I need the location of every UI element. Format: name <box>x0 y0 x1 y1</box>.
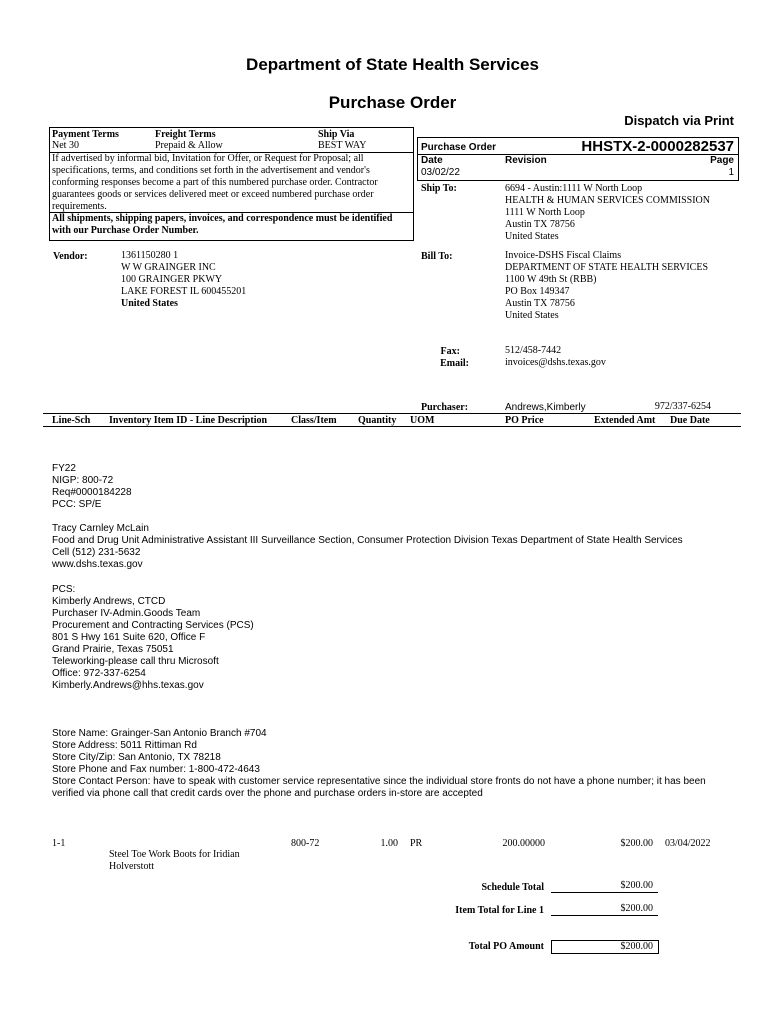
note-line: Grand Prairie, Texas 75051 <box>52 644 174 655</box>
note-line: verified via phone call that credit cards over the phone and purchase orders in-store are accepted <box>52 788 483 799</box>
ship-via-value: BEST WAY <box>318 140 367 151</box>
schedule-total-label: Schedule Total <box>481 882 544 893</box>
po-number: HHSTX-2-0000282537 <box>581 138 734 155</box>
ship-to-line: HEALTH & HUMAN SERVICES COMMISSION <box>505 195 710 206</box>
note-line: Kimberly Andrews, CTCD <box>52 596 166 607</box>
note-line: Office: 972-337-6254 <box>52 668 146 679</box>
vendor-line: W W GRAINGER INC <box>121 262 216 273</box>
col-uom: UOM <box>410 415 435 426</box>
line-item-extended-amt: $200.00 <box>620 838 653 849</box>
line-item-quantity: 1.00 <box>380 838 398 849</box>
vendor-label: Vendor: <box>53 251 88 262</box>
terms-notice-line: guarantees goods or services delivered meet or exceed numbered purchase order <box>52 189 374 200</box>
terms-notice-line: conforming responses become a part of this numbered purchase order. Contractor <box>52 177 378 188</box>
purchaser-phone: 972/337-6254 <box>654 401 711 412</box>
date-label: Date <box>421 155 443 166</box>
po-label: Purchase Order <box>421 142 497 153</box>
email-label: Email: <box>440 358 469 369</box>
note-line: Store Phone and Fax number: 1-800-472-4643 <box>52 764 260 775</box>
bill-to-line: DEPARTMENT OF STATE HEALTH SERVICES <box>505 262 709 273</box>
col-class-item: Class/Item <box>291 415 337 426</box>
fax-label: Fax: <box>440 346 460 357</box>
po-info-box <box>417 137 739 181</box>
ship-to-line: United States <box>505 231 559 242</box>
note-line: Store Name: Grainger-San Antonio Branch #704 <box>52 728 267 739</box>
note-line: NIGP: 800-72 <box>52 475 114 486</box>
col-item-description: Inventory Item ID - Line Description <box>109 415 268 426</box>
item-total-value: $200.00 <box>620 903 653 914</box>
note-line: Procurement and Contracting Services (PCS) <box>52 620 254 631</box>
note-line: Store Address: 5011 Rittiman Rd <box>52 740 197 751</box>
terms-notice-line: specifications, terms, and conditions set forth in the advertisement and vendor's <box>52 165 370 176</box>
po-divider <box>418 154 738 155</box>
notes-block-pcs <box>52 584 254 692</box>
note-line: Food and Drug Unit Administrative Assistant III Surveillance Section, Consumer Protection Division Texas Department of State Health Services <box>52 535 683 546</box>
col-quantity: Quantity <box>358 415 397 426</box>
line-item-uom: PR <box>410 838 423 849</box>
note-line: FY22 <box>52 463 76 474</box>
line-item-description <box>109 849 240 873</box>
note-line: www.dshs.texas.gov <box>52 559 143 570</box>
col-po-price: PO Price <box>505 415 544 426</box>
note-line: PCC: SP/E <box>52 499 102 510</box>
payment-terms-value: Net 30 <box>52 140 79 151</box>
item-total-label: Item Total for Line 1 <box>455 905 544 916</box>
notes-block-fy <box>52 463 132 511</box>
note-line: Teleworking-please call thru Microsoft <box>52 656 219 667</box>
shipment-notice-line: with our Purchase Order Number. <box>52 225 199 236</box>
note-line: Store Contact Person: have to speak with customer service representative since the individual store fronts do not have a phone number; it has been <box>52 776 706 787</box>
ship-to-label: Ship To: <box>421 183 457 194</box>
note-line: Kimberly.Andrews@hhs.texas.gov <box>52 680 204 691</box>
line-item-due-date: 03/04/2022 <box>665 838 711 849</box>
bill-to-address <box>505 250 708 322</box>
payment-terms-label: Payment Terms <box>52 129 119 140</box>
department-title: Department of State Health Services <box>246 55 539 74</box>
ship-to-line: 1111 W North Loop <box>505 207 585 218</box>
ship-to-line: Austin TX 78756 <box>505 219 575 230</box>
schedule-total-rule <box>551 892 658 893</box>
revision-label: Revision <box>505 155 547 166</box>
schedule-total-value: $200.00 <box>620 880 653 891</box>
vendor-line: 1361150280 1 <box>121 250 179 261</box>
ship-to-line: 6694 - Austin:1111 W North Loop <box>505 183 643 194</box>
date-value: 03/02/22 <box>421 167 460 178</box>
page-value: 1 <box>728 167 734 178</box>
freight-terms-value: Prepaid & Allow <box>155 140 223 151</box>
terms-notice-line: requirements. <box>52 201 107 212</box>
col-due-date: Due Date <box>670 415 710 426</box>
bill-to-label: Bill To: <box>421 251 453 262</box>
col-extended-amt: Extended Amt <box>594 415 656 426</box>
note-line: Tracy Carnley McLain <box>52 523 149 534</box>
note-line: Req#0000184228 <box>52 487 132 498</box>
purchaser-label: Purchaser: <box>421 402 469 413</box>
bill-to-line: Invoice-DSHS Fiscal Claims <box>505 250 622 261</box>
total-po-label: Total PO Amount <box>468 941 544 952</box>
bill-to-line: 1100 W 49th St (RBB) <box>505 274 597 285</box>
fax-value: 512/458-7442 <box>505 345 562 356</box>
bill-to-line: PO Box 149347 <box>505 286 570 297</box>
freight-terms-label: Freight Terms <box>155 129 216 140</box>
terms-notice-line: If advertised by informal bid, Invitation for Offer, or Request for Proposal; all <box>52 153 364 164</box>
note-line: 801 S Hwy 161 Suite 620, Office F <box>52 632 206 643</box>
terms-notice <box>52 153 378 213</box>
vendor-address <box>121 250 246 310</box>
line-item-desc-line: Holverstott <box>109 861 154 872</box>
terms-box <box>49 127 414 241</box>
note-line: Store City/Zip: San Antonio, TX 78218 <box>52 752 221 763</box>
note-line: Cell (512) 231-5632 <box>52 547 141 558</box>
vendor-country: United States <box>121 298 178 309</box>
line-item-po-price: 200.00000 <box>502 838 545 849</box>
vendor-line: 100 GRAINGER PKWY <box>121 274 223 285</box>
line-item-class: 800-72 <box>291 838 320 849</box>
bill-to-line: United States <box>505 310 559 321</box>
notes-block-requester <box>52 523 683 571</box>
ship-to-address <box>505 183 710 243</box>
shipment-notice <box>52 213 392 237</box>
line-item-desc-line: Steel Toe Work Boots for Iridian <box>109 849 240 860</box>
total-po-value: $200.00 <box>620 941 653 952</box>
note-line: Purchaser IV-Admin.Goods Team <box>52 608 201 619</box>
column-header-top-rule <box>43 413 741 414</box>
document-type-title: Purchase Order <box>328 93 457 112</box>
dispatch-method: Dispatch via Print <box>624 113 734 128</box>
vendor-line: LAKE FOREST IL 600455201 <box>121 286 247 297</box>
note-line: PCS: <box>52 584 76 595</box>
col-line-sch: Line-Sch <box>52 415 91 426</box>
purchaser-name: Andrews,Kimberly <box>505 402 586 413</box>
item-total-rule <box>551 915 658 916</box>
shipment-notice-line: All shipments, shipping papers, invoices, and correspondence must be identified <box>52 213 393 224</box>
bill-to-line: Austin TX 78756 <box>505 298 575 309</box>
line-item-line-sch: 1-1 <box>52 838 66 849</box>
email-value: invoices@dshs.texas.gov <box>505 357 606 368</box>
ship-via-label: Ship Via <box>318 129 355 140</box>
page-label: Page <box>710 155 734 166</box>
notes-block-store <box>52 728 706 800</box>
